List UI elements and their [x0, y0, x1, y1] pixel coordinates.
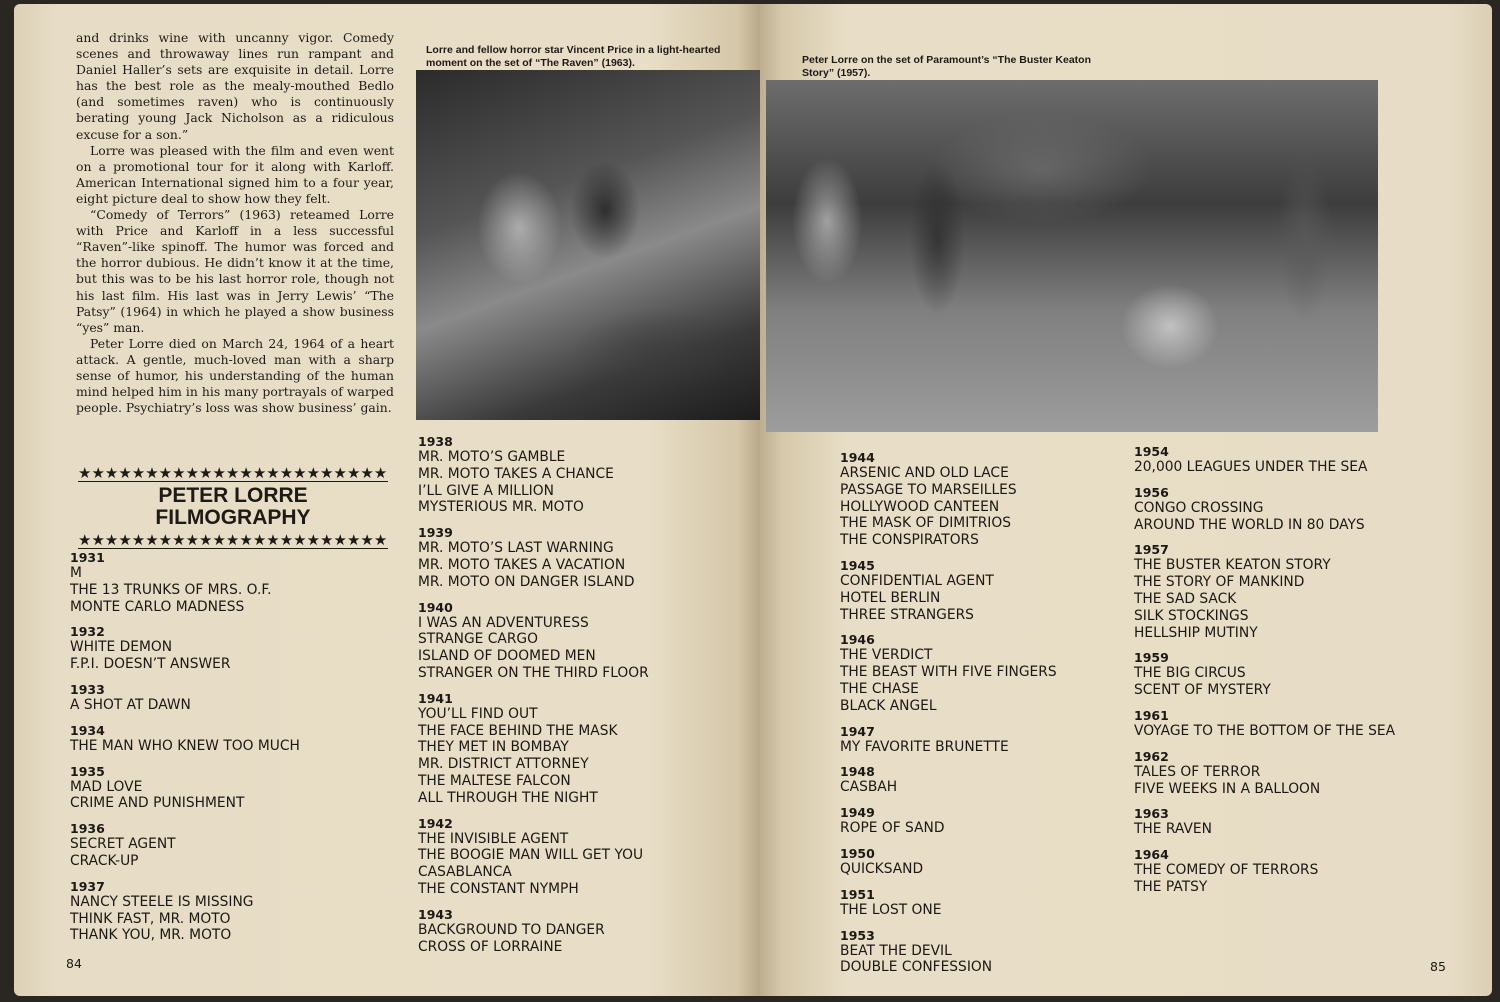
filmography-title-entry: BEAT THE DEVIL: [840, 942, 952, 959]
filmography-year: 1942: [418, 815, 453, 831]
filmography-title-entry: WHITE DEMON: [70, 639, 173, 656]
filmography-title-entry: ROPE OF SAND: [840, 820, 945, 837]
filmography-year-block: [418, 816, 748, 898]
filmography-title-entry: THE RAVEN: [1134, 821, 1212, 838]
filmography-title-entry: THE LOST ONE: [840, 901, 942, 918]
photo-caption-buster-keaton: Peter Lorre on the set of Paramount’s “The Buster Keaton Story” (1957).: [802, 54, 1091, 79]
filmography-title-entry: MYSTERIOUS MR. MOTO: [418, 499, 584, 516]
filmography-title-entry: HELLSHIP MUTINY: [1134, 624, 1258, 641]
article-paragraph: Peter Lorre died on March 24, 1964 of a heart attack. A gentle, much-loved man with a sharp sense of humor, his understanding of the human mind helped him in his many portrayals of warped people. Psychiatry’s loss was show business’ gain.: [76, 335, 394, 416]
filmography-title-entry: THE CONSTANT NYMPH: [418, 880, 579, 897]
filmography-title-entry: YOU’LL FIND OUT: [418, 705, 538, 722]
filmography-year: 1945: [840, 557, 875, 573]
star-divider-top: ★★★★★★★★★★★★★★★★★★★★★★★: [78, 465, 388, 482]
filmography-title-entry: SCENT OF MYSTERY: [1134, 682, 1271, 699]
filmography-year-block: [1134, 708, 1474, 740]
filmography-title-entry: MAD LOVE: [70, 778, 143, 795]
filmography-year: 1962: [1134, 748, 1169, 764]
photo-buster-keaton-set: [766, 80, 1378, 432]
filmography-title-entry: A SHOT AT DAWN: [70, 696, 191, 713]
filmography-title-entry: THE BEAST WITH FIVE FINGERS: [840, 664, 1057, 681]
filmography-title-entry: CASBAH: [840, 779, 898, 796]
filmography-year-block: [1134, 485, 1474, 534]
filmography-year-block: [70, 624, 390, 673]
filmography-title-entry: HOTEL BERLIN: [840, 589, 941, 606]
filmography-year: 1937: [70, 878, 105, 894]
filmography-year: 1935: [70, 763, 105, 779]
filmography-year: 1943: [418, 906, 453, 922]
filmography-title-entry: I’LL GIVE A MILLION: [418, 482, 554, 499]
filmography-year: 1963: [1134, 806, 1169, 822]
filmography-title-entry: THE MAN WHO KNEW TOO MUCH: [70, 737, 300, 754]
filmography-title-entry: THREE STRANGERS: [840, 606, 974, 623]
filmography-title-entry: THE CHASE: [840, 680, 919, 697]
filmography-title-entry: THE 13 TRUNKS OF MRS. O.F.: [70, 581, 272, 598]
filmography-title-entry: F.P.I. DOESN’T ANSWER: [70, 656, 231, 673]
filmography-year: 1933: [70, 681, 105, 697]
filmography-year: 1936: [70, 821, 105, 837]
filmography-year-block: [1134, 749, 1474, 798]
filmography-title-entry: THE CONSPIRATORS: [840, 532, 979, 549]
filmography-year-block: [840, 724, 1140, 756]
filmography-title-entry: VOYAGE TO THE BOTTOM OF THE SEA: [1134, 722, 1396, 739]
filmography-year: 1947: [840, 723, 875, 739]
filmography-year-block: [840, 887, 1140, 919]
filmography-title-entry: M: [70, 565, 82, 581]
filmography-title-entry: PASSAGE TO MARSEILLES: [840, 481, 1017, 498]
filmography-year: 1954: [1134, 444, 1169, 459]
filmography-title-entry: THE INVISIBLE AGENT: [418, 830, 569, 847]
filmography-title-entry: THE SAD SACK: [1134, 590, 1237, 607]
filmography-year-block: [840, 632, 1140, 714]
filmography-title: PETER LORRE FILMOGRAPHY: [155, 484, 311, 529]
star-divider-bottom: ★★★★★★★★★★★★★★★★★★★★★★★: [78, 532, 388, 549]
filmography-title-entry: HOLLYWOOD CANTEEN: [840, 498, 1000, 515]
page-number-left: 84: [66, 956, 82, 971]
filmography-year: 1949: [840, 805, 875, 821]
filmography-title-entry: THINK FAST, MR. MOTO: [70, 910, 231, 927]
filmography-title-entry: MY FAVORITE BRUNETTE: [840, 738, 1009, 755]
filmography-title-entry: CASABLANCA: [418, 864, 512, 881]
filmography-title-entry: THE FACE BEHIND THE MASK: [418, 722, 618, 739]
filmography-year-block: [418, 525, 748, 590]
filmography-title-entry: THE BOOGIE MAN WILL GET YOU: [418, 847, 644, 864]
filmography-title-entry: MONTE CARLO MADNESS: [70, 598, 245, 615]
filmography-year: 1959: [1134, 650, 1169, 666]
filmography-title-entry: TALES OF TERROR: [1134, 763, 1261, 780]
filmography-title-entry: ALL THROUGH THE NIGHT: [418, 789, 598, 806]
filmography-title-entry: THE PATSY: [1134, 878, 1208, 895]
filmography-title-entry: MR. MOTO ON DANGER ISLAND: [418, 573, 635, 590]
filmography-year-block: [1134, 444, 1474, 476]
filmography-title-entry: CRIME AND PUNISHMENT: [70, 795, 245, 812]
filmography-year-block: [70, 879, 390, 944]
filmography-year: 1956: [1134, 484, 1169, 500]
filmography-year: 1950: [840, 845, 875, 861]
filmography-year: 1934: [70, 722, 105, 738]
filmography-column-3: [840, 450, 1140, 985]
filmography-year: 1940: [418, 599, 453, 615]
filmography-year-block: [418, 691, 748, 807]
filmography-title-entry: STRANGE CARGO: [418, 631, 538, 648]
filmography-title-entry: QUICKSAND: [840, 860, 924, 877]
filmography-title-entry: MR. DISTRICT ATTORNEY: [418, 756, 589, 773]
filmography-title-entry: THE MALTESE FALCON: [418, 772, 571, 789]
right-page: [760, 4, 1492, 996]
filmography-title-entry: CONGO CROSSING: [1134, 499, 1264, 516]
filmography-year: 1946: [840, 632, 875, 648]
filmography-title-entry: CROSS OF LORRAINE: [418, 938, 563, 955]
filmography-title-entry: DOUBLE CONFESSION: [840, 959, 993, 976]
filmography-year: 1953: [840, 927, 875, 943]
filmography-year: 1941: [418, 690, 453, 706]
filmography-column-1: [70, 550, 390, 953]
filmography-title-entry: BLACK ANGEL: [840, 697, 937, 714]
filmography-title-entry: FIVE WEEKS IN A BALLOON: [1134, 780, 1321, 797]
filmography-year: 1964: [1134, 847, 1169, 863]
filmography-title-entry: CRACK-UP: [70, 852, 139, 869]
filmography-title-entry: THE VERDICT: [840, 647, 933, 664]
filmography-year: 1951: [840, 886, 875, 902]
filmography-year-block: [70, 550, 390, 615]
filmography-title-entry: I WAS AN ADVENTURESS: [418, 614, 589, 631]
filmography-title-entry: THANK YOU, MR. MOTO: [70, 927, 232, 944]
filmography-year-block: [1134, 650, 1474, 699]
article-text: [76, 30, 394, 416]
filmography-year: 1939: [418, 525, 453, 541]
filmography-title-entry: MR. MOTO TAKES A CHANCE: [418, 465, 614, 482]
filmography-year-block: [418, 907, 748, 956]
filmography-year-block: [840, 764, 1140, 796]
article-paragraph: and drinks wine with uncanny vigor. Comedy scenes and throwaway lines run rampant and Daniel Haller’s sets are exquisite in detail. Lorre has the best role as the mealy-mouthed Bedlo (and sometimes raven) who is continuously berating young Jack Nicholson as a ridiculous excuse for a son.”: [76, 30, 394, 142]
filmography-title-entry: STRANGER ON THE THIRD FLOOR: [418, 664, 649, 681]
filmography-year-block: [1134, 806, 1474, 838]
filmography-year: 1931: [70, 550, 105, 565]
filmography-title-entry: ISLAND OF DOOMED MEN: [418, 648, 596, 665]
filmography-title-entry: THE BIG CIRCUS: [1134, 665, 1246, 682]
filmography-year-block: [418, 434, 748, 516]
filmography-column-2: [418, 434, 748, 964]
filmography-year-block: [1134, 542, 1474, 641]
filmography-year-block: [840, 450, 1140, 549]
filmography-year-block: [70, 723, 390, 755]
left-page: [14, 4, 760, 996]
filmography-title-entry: SECRET AGENT: [70, 836, 176, 853]
filmography-year: 1932: [70, 624, 105, 640]
filmography-year-block: [840, 928, 1140, 977]
filmography-year: 1957: [1134, 542, 1169, 558]
filmography-year-block: [840, 805, 1140, 837]
filmography-title-entry: MR. MOTO’S GAMBLE: [418, 449, 566, 465]
filmography-year-block: [70, 682, 390, 714]
filmography-title-entry: BACKGROUND TO DANGER: [418, 921, 605, 938]
page-number-right: 85: [1430, 959, 1446, 974]
article-paragraph: “Comedy of Terrors” (1963) reteamed Lorre with Price and Karloff in a less successful “Raven”-like spinoff. The humor was forced and the horror dubious. He didn’t know it at the time, but this was to be his last horror role, though not his last film. His last was in Jerry Lewis’ “The Patsy” (1964) in which he played a show business “yes” man.: [76, 207, 394, 335]
filmography-title-entry: THE MASK OF DIMITRIOS: [840, 515, 1011, 532]
photo-caption-raven: Lorre and fellow horror star Vincent Price in a light-hearted moment on the set of “The Raven” (1963).: [426, 44, 721, 69]
article-paragraph: Lorre was pleased with the film and even went on a promotional tour for it along with Karloff. American International signed him to a four year, eight picture deal to show how they felt.: [76, 142, 394, 206]
filmography-year: 1948: [840, 764, 875, 780]
filmography-year: 1938: [418, 434, 453, 449]
filmography-year-block: [70, 764, 390, 813]
filmography-title-entry: MR. MOTO’S LAST WARNING: [418, 540, 614, 557]
filmography-year-block: [840, 846, 1140, 878]
filmography-title-entry: THE COMEDY OF TERRORS: [1134, 862, 1319, 879]
filmography-title-entry: CONFIDENTIAL AGENT: [840, 572, 994, 589]
photo-raven-set: [416, 70, 760, 420]
filmography-title-entry: THEY MET IN BOMBAY: [418, 739, 569, 756]
filmography-year-block: [70, 821, 390, 870]
filmography-title-entry: NANCY STEELE IS MISSING: [70, 893, 254, 910]
filmography-column-4: [1134, 444, 1474, 905]
filmography-year: 1944: [840, 450, 875, 465]
filmography-title-entry: 20,000 LEAGUES UNDER THE SEA: [1134, 459, 1368, 475]
filmography-year-block: [418, 600, 748, 682]
filmography-title-entry: AROUND THE WORLD IN 80 DAYS: [1134, 516, 1365, 533]
filmography-year-block: [1134, 847, 1474, 896]
filmography-title-entry: MR. MOTO TAKES A VACATION: [418, 556, 626, 573]
filmography-title-entry: SILK STOCKINGS: [1134, 607, 1249, 624]
filmography-year-block: [840, 558, 1140, 623]
filmography-title-entry: THE BUSTER KEATON STORY: [1134, 557, 1331, 574]
filmography-year: 1961: [1134, 707, 1169, 723]
filmography-title-entry: ARSENIC AND OLD LACE: [840, 465, 1009, 481]
filmography-title-entry: THE STORY OF MANKIND: [1134, 574, 1305, 591]
